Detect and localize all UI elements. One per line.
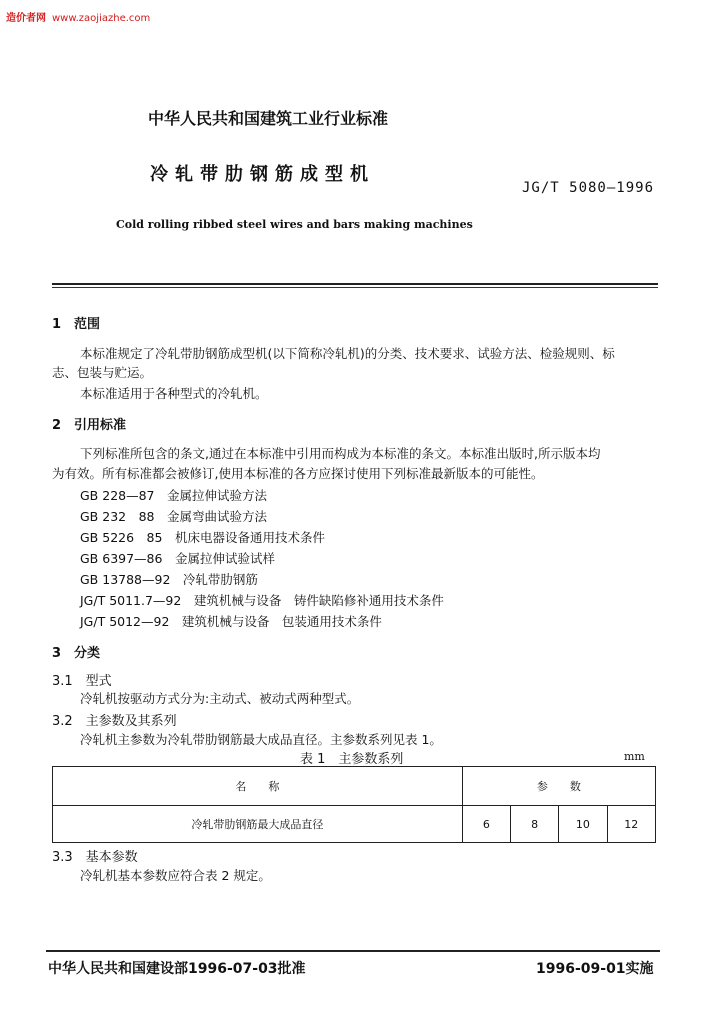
document-title: 冷轧带肋钢筋成型机	[150, 164, 375, 185]
reference-item: GB 5226 85 机床电器设备通用技术条件	[80, 530, 325, 545]
watermark	[6, 9, 150, 24]
header-divider-thin	[52, 287, 658, 288]
table-1	[52, 766, 656, 843]
watermark-url[interactable]: www.zaojiazhe.com	[52, 13, 151, 24]
english-title: Cold rolling ribbed steel wires and bars making machines	[116, 218, 473, 231]
implementation-date: 1996-09-01实施	[536, 961, 654, 977]
section-3-3-text: 冷轧机基本参数应符合表 2 规定。	[80, 868, 271, 883]
header-divider	[52, 283, 658, 285]
section-1-paragraph-line-2: 志、包装与贮运。	[52, 365, 153, 380]
table-row-name: 冷轧带肋钢筋最大成品直径	[53, 806, 463, 843]
section-3-heading: 3 分类	[52, 646, 101, 661]
reference-item: GB 232 88 金属弯曲试验方法	[80, 509, 267, 524]
reference-item: GB 13788—92 冷轧带肋钢筋	[80, 572, 258, 587]
reference-item: GB 6397—86 金属拉伸试验试样	[80, 551, 275, 566]
standard-number: JG/T 5080—1996	[522, 180, 655, 196]
table-cell-value: 12	[607, 806, 655, 843]
table-header-name: 名 称	[53, 767, 463, 806]
table-cell-value: 6	[462, 806, 510, 843]
approval-statement: 中华人民共和国建设部1996-07-03批准	[48, 961, 306, 977]
section-2-heading: 2 引用标准	[52, 418, 127, 433]
table-header-row	[53, 767, 656, 806]
section-2-paragraph-line-1: 下列标准所包含的条文,通过在本标准中引用而构成为本标准的条文。本标准出版时,所示版本均	[80, 446, 601, 461]
section-3-2-heading: 3.2 主参数及其系列	[52, 714, 177, 729]
table-cell-value: 8	[510, 806, 558, 843]
table-row	[53, 806, 656, 843]
section-1-heading: 1 范围	[52, 317, 101, 332]
section-3-2-text: 冷轧机主参数为冷轧带肋钢筋最大成品直径。主参数系列见表 1。	[80, 732, 442, 747]
section-2-paragraph-line-2: 为有效。所有标准都会被修订,使用本标准的各方应探讨使用下列标准最新版本的可能性。	[52, 466, 544, 481]
section-1-paragraph-line-1: 本标准规定了冷轧带肋钢筋成型机(以下简称冷轧机)的分类、技术要求、试验方法、检验规则、标	[80, 346, 615, 361]
issuer-title: 中华人民共和国建筑工业行业标准	[148, 109, 389, 128]
table-1-caption: 表 1 主参数系列	[300, 752, 404, 767]
footer-divider	[46, 950, 660, 952]
section-3-3-heading: 3.3 基本参数	[52, 850, 138, 865]
reference-item: GB 228—87 金属拉伸试验方法	[80, 488, 267, 503]
table-cell-value: 10	[559, 806, 607, 843]
table-1-unit: mm	[624, 750, 645, 763]
section-3-1-text: 冷轧机按驱动方式分为:主动式、被动式两种型式。	[80, 691, 360, 706]
section-3-1-heading: 3.1 型式	[52, 674, 112, 689]
reference-item: JG/T 5011.7—92 建筑机械与设备 铸件缺陷修补通用技术条件	[80, 593, 444, 608]
reference-item: JG/T 5012—92 建筑机械与设备 包装通用技术条件	[80, 614, 382, 629]
section-1-paragraph-2: 本标准适用于各种型式的冷轧机。	[80, 386, 268, 401]
watermark-site: 造价者网	[6, 13, 46, 24]
table-header-params: 参 数	[462, 767, 655, 806]
